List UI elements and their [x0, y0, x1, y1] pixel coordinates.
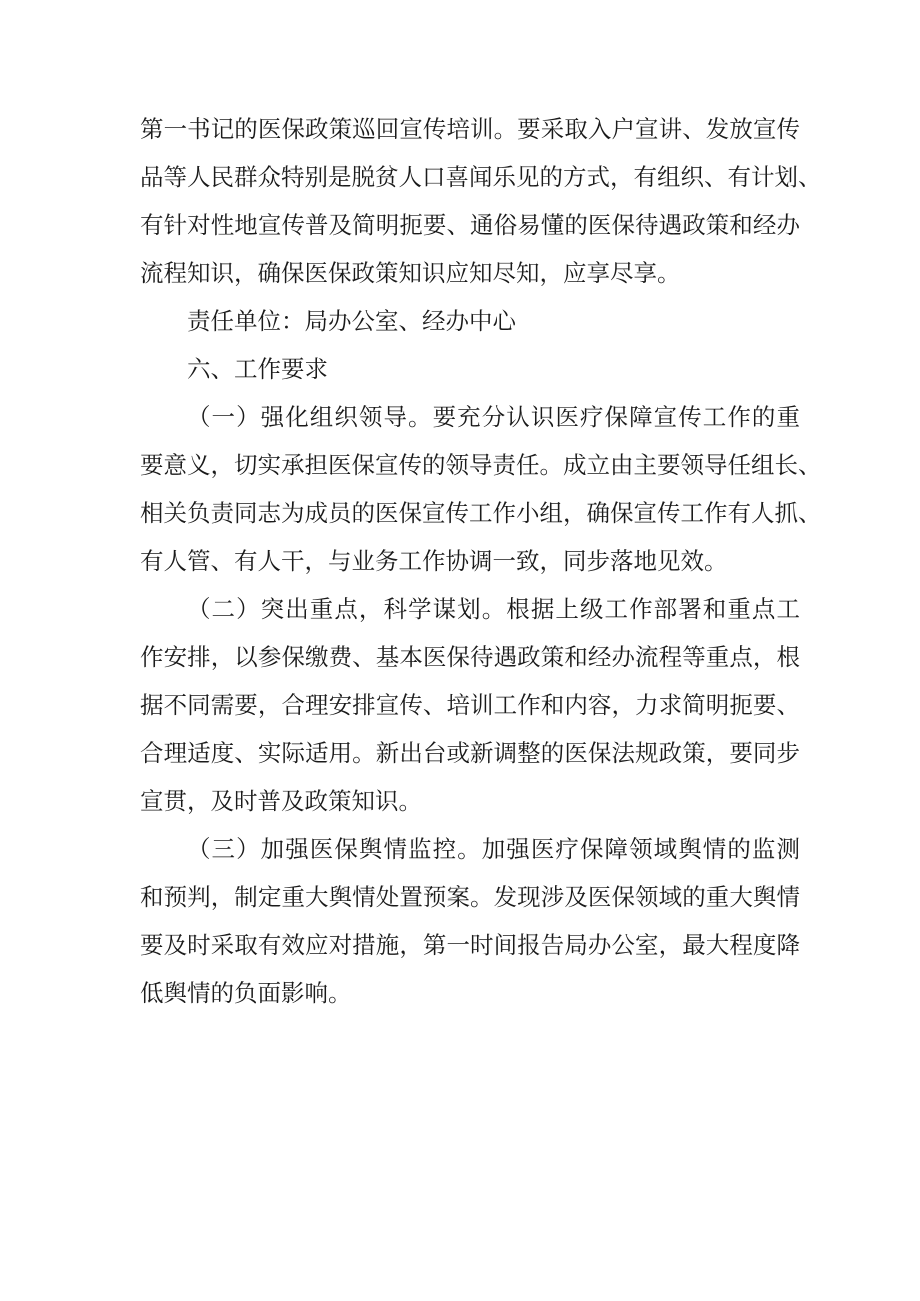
paragraph-line: 要意义，切实承担医保宣传的领导责任。成立由主要领导任组长、: [140, 451, 822, 479]
paragraph-line: 品等人民群众特别是脱贫人口喜闻乐见的方式，有组织、有计划、: [140, 163, 822, 191]
paragraph-line: （二）突出重点，科学谋划。根据上级工作部署和重点工: [187, 595, 800, 623]
paragraph-line: 第一书记的医保政策巡回宣传培训。要采取入户宣讲、发放宣传: [140, 115, 800, 143]
section-heading: 六、工作要求: [187, 355, 328, 383]
paragraph-line: （三）加强医保舆情监控。加强医疗保障领域舆情的监测: [187, 835, 800, 863]
paragraph-line: 要及时采取有效应对措施，第一时间报告局办公室，最大程度降: [140, 931, 800, 959]
paragraph-line: 作安排，以参保缴费、基本医保待遇政策和经办流程等重点，根: [140, 643, 800, 671]
paragraph-line: 合理适度、实际适用。新出台或新调整的医保法规政策，要同步: [140, 739, 800, 767]
paragraph-line: 低舆情的负面影响。: [140, 979, 352, 1007]
paragraph-line: 和预判，制定重大舆情处置预案。发现涉及医保领域的重大舆情: [140, 883, 800, 911]
paragraph-line: 有针对性地宣传普及简明扼要、通俗易懂的医保待遇政策和经办: [140, 211, 800, 239]
paragraph-line: （一）强化组织领导。要充分认识医疗保障宣传工作的重: [187, 403, 800, 431]
responsible-unit-line: 责任单位：局办公室、经办中心: [187, 307, 516, 335]
paragraph-line: 流程知识，确保医保政策知识应知尽知，应享尽享。: [140, 259, 681, 287]
paragraph-line: 相关负责同志为成员的医保宣传工作小组，确保宣传工作有人抓、: [140, 499, 822, 527]
paragraph-line: 有人管、有人干，与业务工作协调一致，同步落地见效。: [140, 547, 728, 575]
paragraph-line: 宣贯，及时普及政策知识。: [140, 787, 422, 815]
paragraph-line: 据不同需要，合理安排宣传、培训工作和内容，力求简明扼要、: [140, 691, 800, 719]
